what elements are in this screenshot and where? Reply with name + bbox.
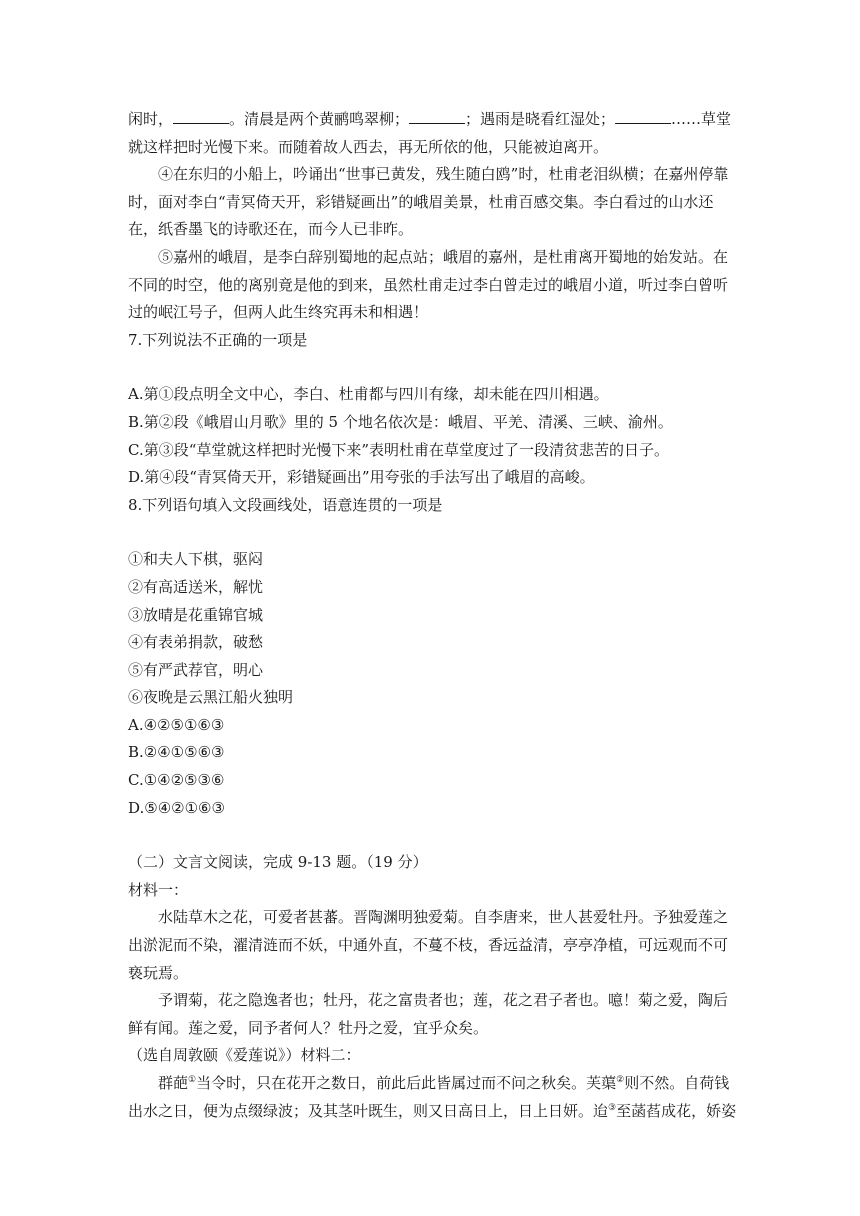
text-run: 当令时，只在花开之数日，前此后此皆属过而不问之秋矣。芙蕖: [196, 1074, 617, 1092]
footnote-marker: ①: [188, 1075, 197, 1085]
text-run: 则不然。自荷钱出水之日，便为点缀绿波；及其茎叶既生，则又日高日上，日上日妍。迨: [128, 1074, 730, 1120]
material-1-paragraph-2: 予谓菊，花之隐逸者也；牡丹，花之富贵者也；莲，花之君子者也。噫！菊之爱，陶后鲜有闻。莲之爱，同予者何人？牡丹之爱，宜乎众矣。: [128, 991, 729, 1037]
question-8-stem: 8.下列语句填入文段画线处，语意连贯的一项是: [128, 495, 443, 514]
question-8-item: ④有表弟捐款，破愁: [128, 633, 264, 652]
spacer: [128, 354, 738, 381]
footnote-marker: ③: [608, 1102, 617, 1113]
passage-paragraph-5: ⑤嘉州的峨眉，是李白辞别蜀地的起点站；峨眉的嘉州，是杜甫离开蜀地的始发站。在不同的时空，他的离别竟是他的到来，虽然杜甫走过李白曾走过的峨眉小道，听过李白曾听过的岷江号子，但两人此生终究再未和相遇！: [128, 247, 729, 322]
question-8-item: ⑥夜晚是云黑江船火独明: [128, 688, 294, 707]
text-run: 闲时，: [128, 110, 174, 128]
fill-blank: [615, 109, 671, 124]
text-run: 至菡萏成花，娇姿: [616, 1101, 737, 1120]
passage-paragraph-3-end: [128, 106, 738, 161]
question-8-option-d: D.⑤④②①⑥③: [128, 798, 225, 817]
fill-blank: [173, 109, 229, 124]
material-1-paragraph-1: 水陆草木之花，可爱者甚蕃。晋陶渊明独爱菊。自李唐来，世人甚爱牡丹。予独爱莲之出淤泥而不染，濯清涟而不妖，中通外直，不蔓不枝，香远益清，亭亭净植，可远观而不可亵玩焉。: [128, 908, 729, 982]
spacer: [128, 519, 738, 546]
material-1-label: 材料一：: [128, 880, 189, 899]
question-8-option-b: B.②④①⑤⑥③: [128, 743, 225, 762]
question-8-item: ③放晴是花重锦官城: [128, 605, 264, 624]
question-7-option-b: B.第②段《峨眉山月歌》里的 5 个地名依次是：峨眉、平羌、清溪、三峡、渝州。: [128, 412, 673, 431]
text-run: ；遇雨是晓看红湿处；: [465, 110, 616, 128]
question-8-item: ⑤有严武荐官，明心: [128, 660, 264, 679]
question-7-option-a: A.第①段点明全文中心，李白、杜甫都与四川有缘，却未能在四川相遇。: [128, 385, 609, 404]
section-heading: （二）文言文阅读，完成 9-13 题。（19 分）: [128, 853, 428, 872]
material-2-paragraph-1: [128, 1070, 738, 1125]
passage-paragraph-4: ④在东归的小船上，吟诵出“世事已黄发，残生随白鸥”时，杜甫老泪纵横；在嘉州停靠时，面对李白“青冥倚天开，彩错疑画出”的峨眉美景，杜甫百感交集。李白看过的山水还在，纸香墨飞的诗歌还在，而今人已非昨。: [128, 165, 729, 239]
question-7-option-c: C.第③段“草堂就这样把时光慢下来”表明杜甫在草堂度过了一段清贫悲苦的日子。: [128, 440, 670, 459]
spacer: [128, 822, 738, 849]
source-and-material-2-label: （选自周敦颐《爱莲说》）材料二：: [128, 1046, 361, 1065]
question-8-option-c: C.①④②⑤③⑥: [128, 771, 225, 790]
question-8-item: ①和夫人下棋，驱闷: [128, 550, 264, 569]
footnote-marker: ②: [616, 1075, 625, 1085]
question-8-option-a: A.④②⑤①⑥③: [128, 715, 225, 734]
text-run: 群葩: [158, 1074, 189, 1092]
question-7-option-d: D.第④段“青冥倚天开，彩错疑画出”用夸张的手法写出了峨眉的高峻。: [128, 468, 595, 487]
fill-blank: [409, 109, 465, 124]
text-run: ……草堂就这样把时光慢下来。而随着故人西去，再无所依的他，只能被迫离开。: [128, 110, 732, 156]
question-8-item: ②有高适送米，解忧: [128, 577, 264, 596]
question-7-stem: 7.下列说法不正确的一项是: [128, 330, 308, 349]
text-run: 。清晨是两个黄鹂鸣翠柳；: [229, 110, 410, 128]
page-content: [128, 106, 738, 1125]
